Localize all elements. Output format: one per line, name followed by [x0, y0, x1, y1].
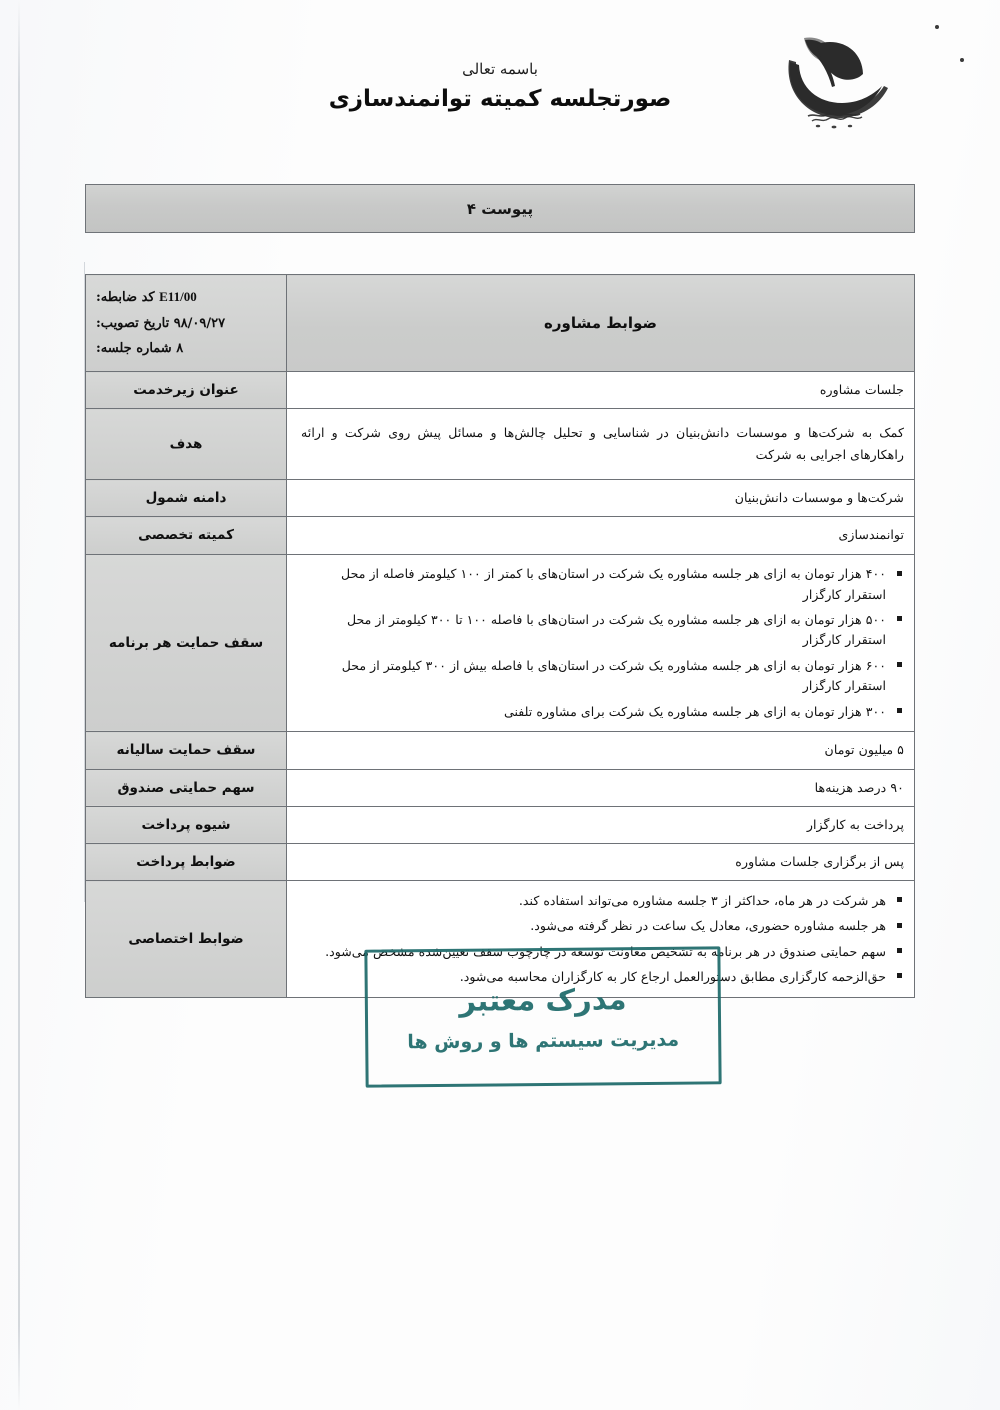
row-label: هدف [86, 409, 287, 480]
row-label: سقف حمایت هر برنامه [86, 554, 287, 732]
table-row [86, 372, 915, 409]
list-item: حق‌الزحمه کارگزاری مطابق دستورالعمل ارجاع کار به کارگزاران محاسبه می‌شود. [301, 964, 886, 989]
approval-date-line [96, 311, 274, 336]
row-value [287, 554, 915, 732]
support-ceiling-list [301, 562, 904, 725]
table-row [86, 769, 915, 806]
validity-stamp [364, 946, 721, 1087]
page-title: صورتجلسه کمیته توانمندسازی [328, 86, 672, 112]
row-value: شرکت‌ها و موسسات دانش‌بنیان [287, 480, 915, 517]
list-item: سهم حمایتی صندوق در هر برنامه به تشخیص معاونت توسعه در چارچوب سقف تعیین‌شده مشخص می‌شود. [301, 939, 886, 964]
attachment-banner: پیوست ۴ [85, 184, 915, 233]
table-row [86, 409, 915, 480]
basmala-text: باسمه تعالی [462, 60, 538, 78]
code-label: کد ضابطه: [96, 290, 155, 306]
list-item: ۴۰۰ هزار تومان به ازای هر جلسه مشاوره یک شرکت در استان‌های با کمتر از ۱۰۰ کیلومتر فاصله از محل استقرار کارگزار [301, 562, 886, 608]
row-value: ۹۰ درصد هزینه‌ها [287, 769, 915, 806]
approval-date-label: تاریخ تصویب: [96, 315, 170, 331]
table-row [86, 806, 915, 843]
session-value: ۸ [176, 341, 184, 357]
list-item: هر شرکت در هر ماه، حداکثر از ۳ جلسه مشاوره می‌تواند استفاده کند. [301, 888, 886, 913]
scan-speck [935, 25, 939, 29]
table-row [86, 517, 915, 554]
consulting-regulations-table [85, 274, 915, 998]
regulation-title-cell: ضوابط مشاوره [287, 275, 915, 372]
stamp-title: مدرک معتبر [459, 981, 627, 1018]
row-label: دامنه شمول [86, 480, 287, 517]
regulation-meta-cell [86, 275, 287, 372]
table-row [86, 844, 915, 881]
code-value: E11/00 [159, 289, 197, 305]
table-row [86, 480, 915, 517]
session-label: شماره جلسه: [96, 341, 172, 357]
row-label: سهم حمایتی صندوق [86, 769, 287, 806]
scan-edge-line [18, 0, 20, 1410]
list-item: ۳۰۰ هزار تومان به ازای هر جلسه مشاوره یک شرکت برای مشاوره تلفنی [301, 699, 886, 724]
table-row [86, 732, 915, 769]
approval-date-value: ۹۸/۰۹/۲۷ [173, 315, 226, 331]
row-value: ۵ میلیون تومان [287, 732, 915, 769]
row-value: جلسات مشاوره [287, 372, 915, 409]
row-value: پس از برگزاری جلسات مشاوره [287, 844, 915, 881]
code-line [96, 284, 274, 310]
row-label: سقف حمایت سالیانه [86, 732, 287, 769]
row-value: توانمندسازی [287, 517, 915, 554]
list-item: ۶۰۰ هزار تومان به ازای هر جلسه مشاوره یک شرکت در استان‌های با فاصله بیش از ۳۰۰ کیلومتر از محل استقرار کارگزار [301, 653, 886, 699]
row-value: کمک به شرکت‌ها و موسسات دانش‌بنیان در شناسایی و تحلیل چالش‌ها و مسائل پیش روی شرکت و ارائه راهکارهای اجرایی به شرکت [287, 409, 915, 480]
organization-logo [772, 16, 894, 138]
row-value: پرداخت به کارگزار [287, 806, 915, 843]
table-meta-header-row [86, 275, 915, 372]
row-label: شیوه پرداخت [86, 806, 287, 843]
stamp-subtitle: مدیریت سیستم ها و روش ها [407, 1028, 680, 1053]
list-item: هر جلسه مشاوره حضوری، معادل یک ساعت در نظر گرفته می‌شود. [301, 914, 886, 939]
session-line [96, 336, 274, 361]
table-row [86, 554, 915, 732]
row-label: کمیته تخصصی [86, 517, 287, 554]
row-label: عنوان زیرخدمت [86, 372, 287, 409]
list-item: ۵۰۰ هزار تومان به ازای هر جلسه مشاوره یک شرکت در استان‌های با فاصله ۱۰۰ تا ۳۰۰ کیلومتر از محل استقرار کارگزار [301, 607, 886, 653]
row-label: ضوابط پرداخت [86, 844, 287, 881]
row-label: ضوابط اختصاصی [86, 881, 287, 998]
